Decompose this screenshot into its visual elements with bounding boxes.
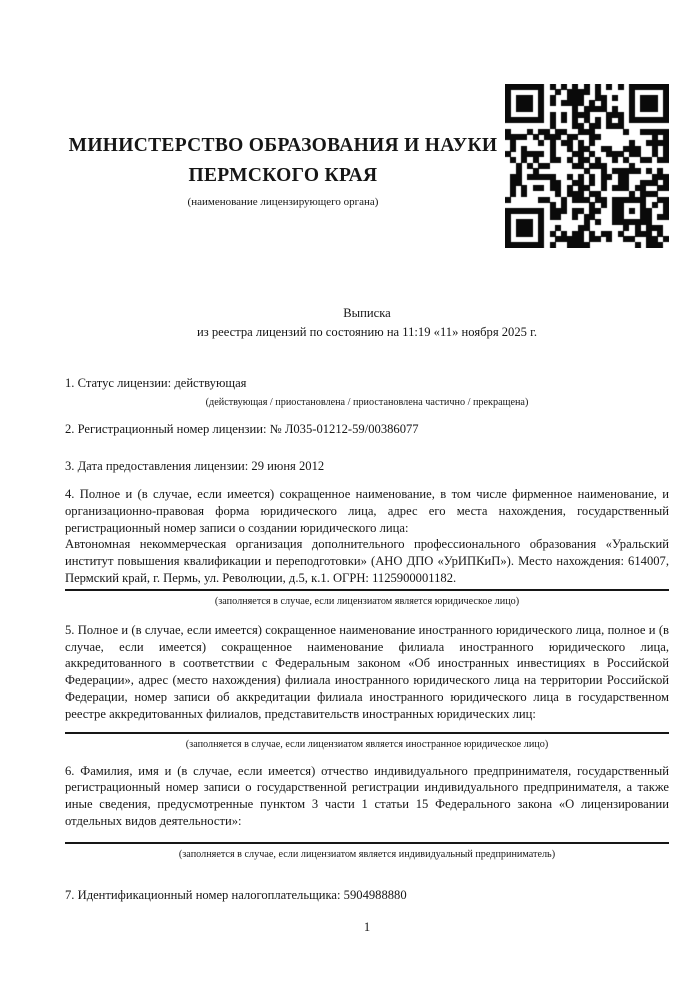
registration-number-line: 2. Регистрационный номер лицензии: № Л035-01212-59/00386077 [65, 422, 419, 436]
license-status-caption: (действующая / приостановлена / приостановлена частично / прекращена) [205, 397, 529, 408]
entrepreneur-label: 6. Фамилия, имя и (в случае, если имеется) отчество индивидуального предпринимателя, государственный регистрационный номер записи о государственной регистрации индивидуального предпринимателя, а также иные сведения, предусмотренные пунктом 3 части 1 статьи 15 Федерального закона «О лицензировании отдельных видов деятельности»: [65, 763, 669, 828]
legal-entity-label: 4. Полное и (в случае, если имеется) сокращенное наименование, в том числе фирменное наименование, и организационно-правовая форма юридического лица, адрес его места нахождения, государственный регистрационный номер записи о создании юридического лица: [65, 487, 669, 535]
extract-body [65, 304, 669, 936]
foreign-entity-label: 5. Полное и (в случае, если имеется) сокращенное наименование иностранного юридического лица, полное и (в случае, если имеется) сокращенное наименование филиала иностранного юридического лица, аккредитованного в соответствии с Федеральным законом «Об иностранных инвестициях в Российской Федерации», адрес (место нахождения) филиала иностранного юридического лица на территории Российской Федерации, номер записи об аккредитации филиала иностранного юридического лица в государственном реестре аккредитованных филиалов, представительств иностранных юридических лиц: [65, 622, 669, 721]
entrepreneur-blank-rule [65, 842, 669, 844]
legal-entity-value: Автономная некоммерческая организация дополнительного профессионального образования «Уральский институт повышения квалификации и переподготовки» (АНО ДПО «УрИПКиП»). Место нахождения: 614007, Пермский край, г. Пермь, ул. Революции, д.5, к.1. ОГРН: 1125900001182. [65, 537, 669, 585]
ministry-name-caption: (наименование лицензирующего органа) [187, 196, 379, 208]
taxpayer-id-line: 7. Идентификационный номер налогоплательщика: 5904988880 [65, 887, 407, 902]
ministry-name-line1: МИНИСТЕРСТВО ОБРАЗОВАНИЯ И НАУКИ [68, 135, 498, 156]
entrepreneur-caption: (заполняется в случае, если лицензиатом является индивидуальный предприниматель) [178, 848, 556, 860]
document-title-line2: из реестра лицензий по состоянию на 11:19 «11» ноября 2025 г. [196, 325, 537, 339]
foreign-entity-blank-rule [65, 732, 669, 734]
license-status-line: 1. Статус лицензии: действующая [65, 376, 247, 390]
legal-entity-caption: (заполняется в случае, если лицензиатом является юридическое лицо) [214, 595, 520, 607]
ministry-name-line2: ПЕРМСКОГО КРАЯ [188, 165, 378, 186]
page-number: 1 [363, 919, 371, 934]
document-title-line1: Выписка [343, 306, 391, 320]
qr-code-canvas [505, 84, 669, 248]
grant-date-line: 3. Дата предоставления лицензии: 29 июня 2012 [65, 459, 325, 473]
qr-code-icon [505, 84, 669, 248]
foreign-entity-caption: (заполняется в случае, если лицензиатом является иностранное юридическое лицо) [185, 738, 549, 750]
legal-entity-rule [65, 589, 669, 591]
document-title [65, 304, 669, 342]
licensing-authority-header [65, 131, 501, 209]
